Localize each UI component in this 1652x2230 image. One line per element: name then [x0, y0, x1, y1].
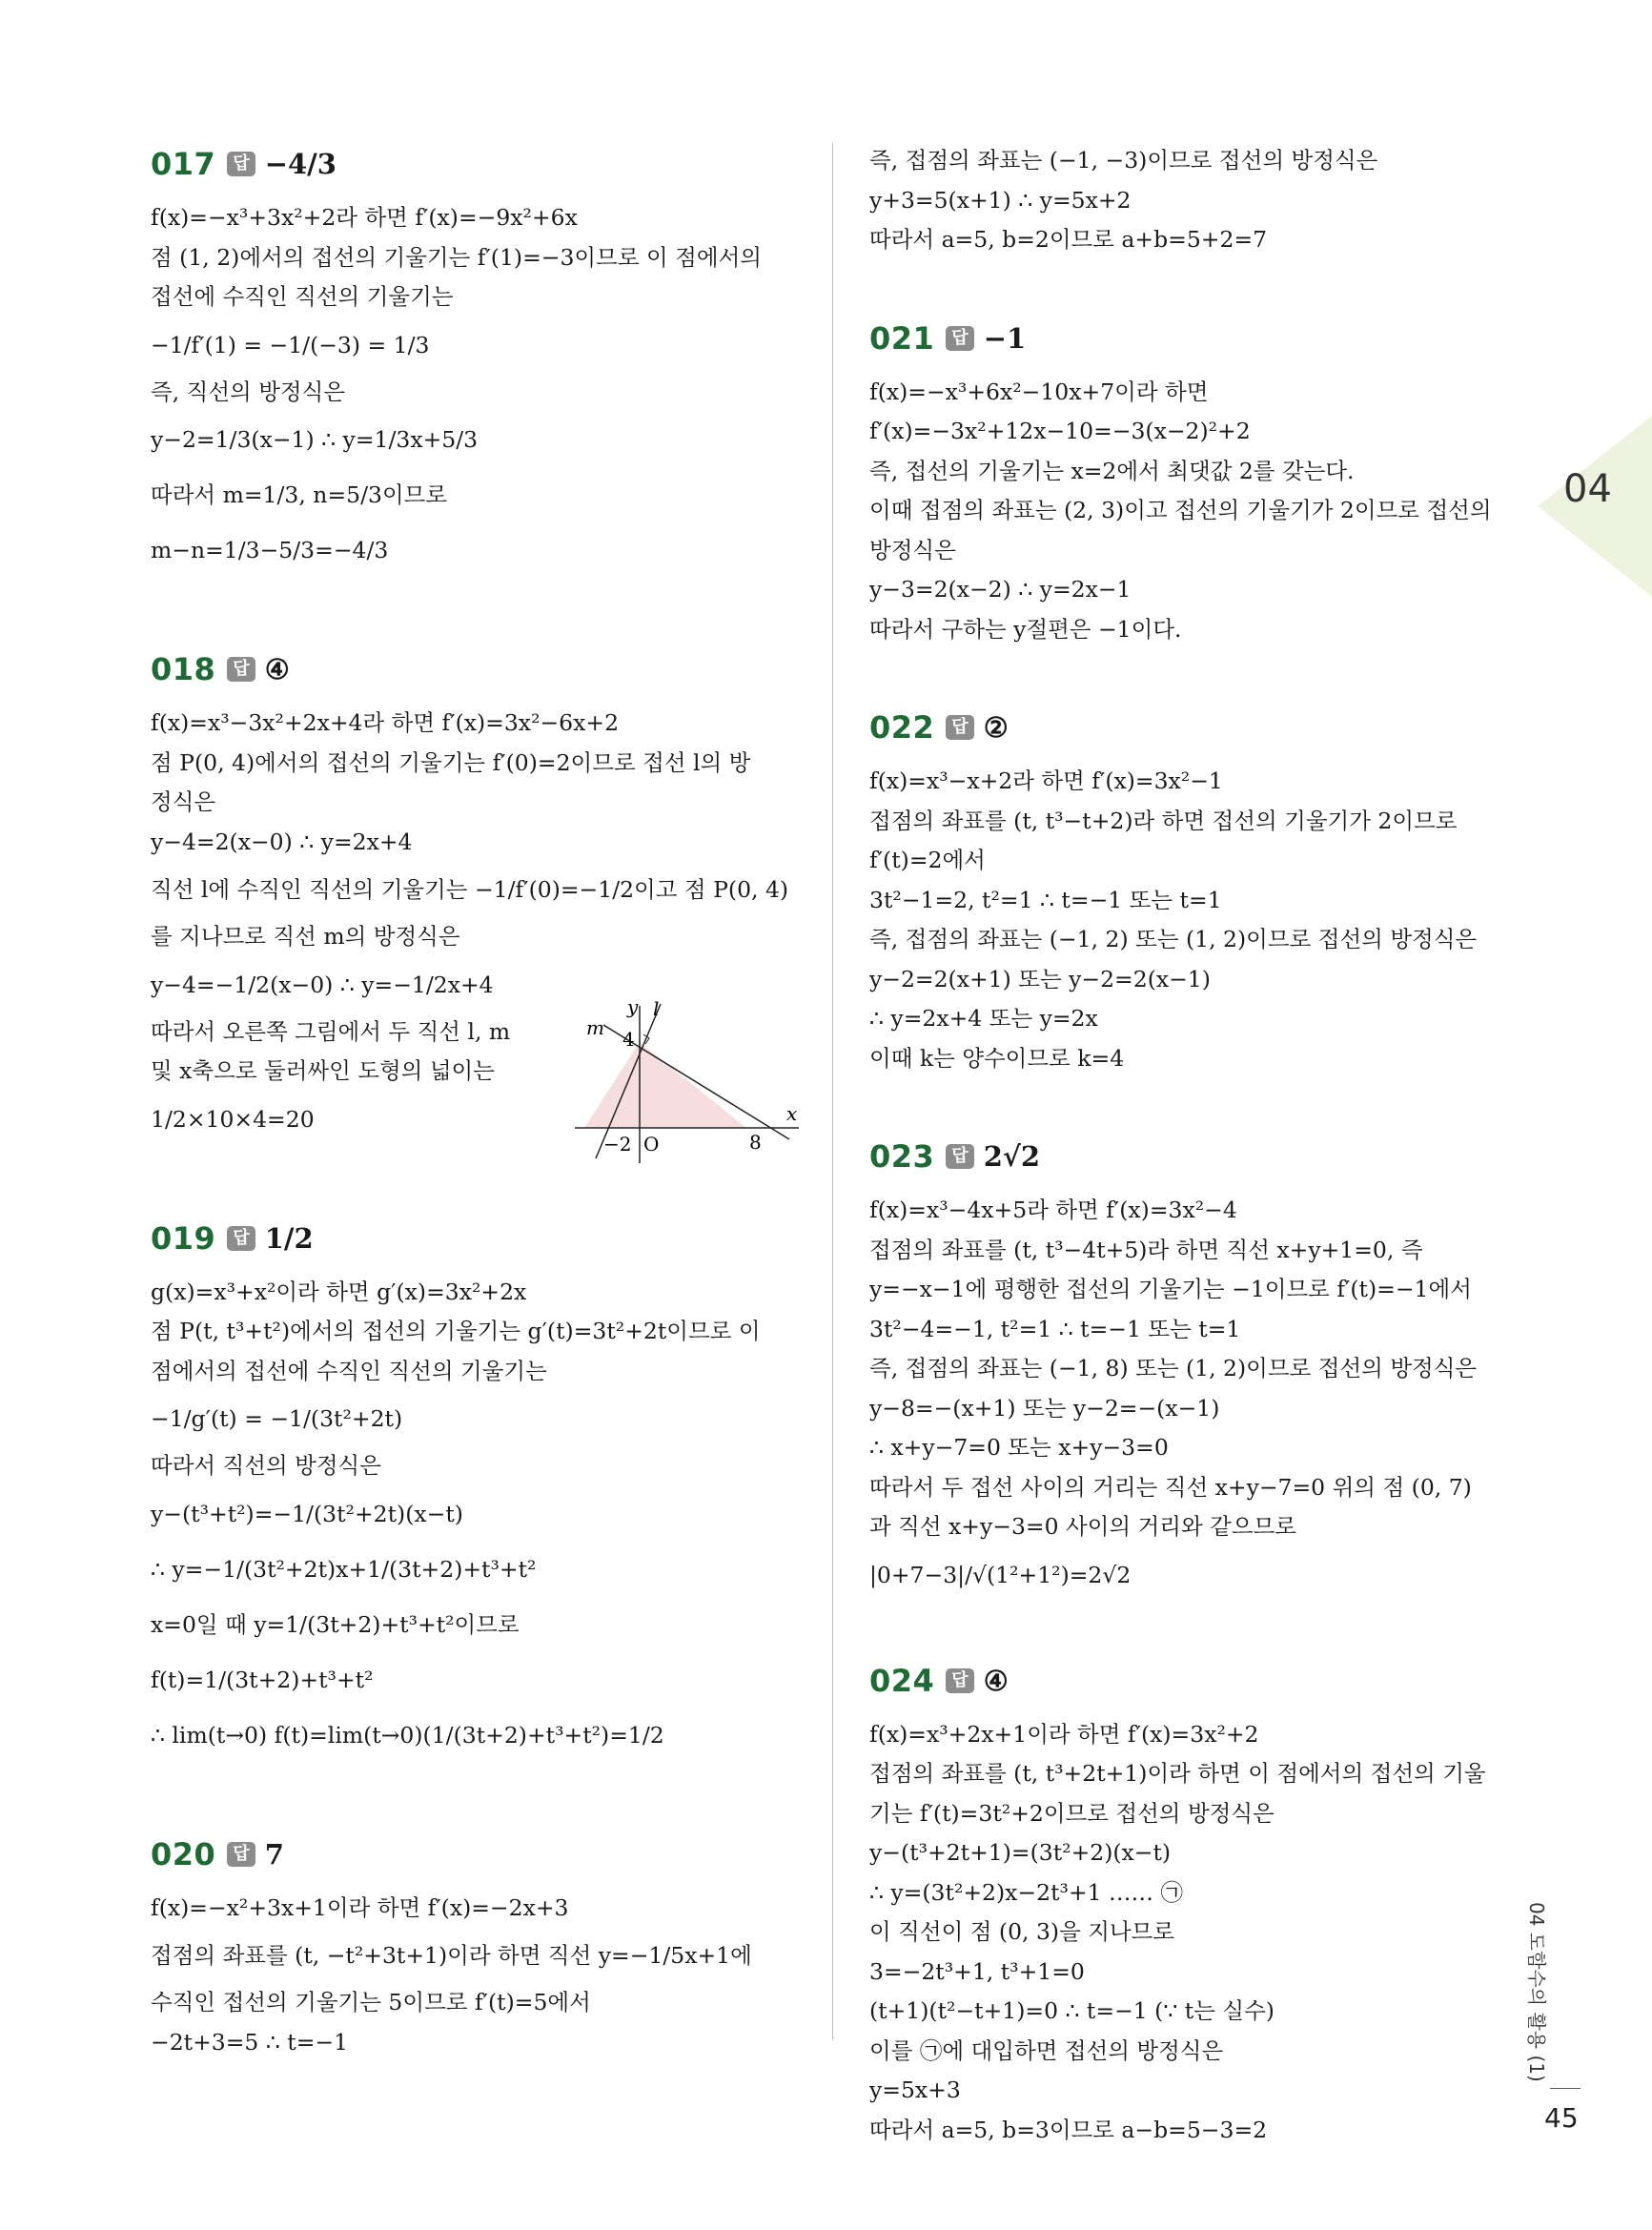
problem-020-continued [869, 141, 1518, 260]
answer-badge: 답 [227, 1226, 255, 1251]
solution-line: f′(t)=2에서 [869, 847, 986, 873]
solution-line: 접점의 좌표를 (t, t³−t+2)라 하면 접선의 기울기가 2이므로 [869, 807, 1458, 834]
solution-line: y−8=−(x+1) 또는 y−2=−(x−1) [869, 1394, 1220, 1422]
solution-line: 따라서 a=5, b=3이므로 a−b=5−3=2 [869, 2116, 1268, 2143]
solution-line: 정식은 [151, 788, 216, 815]
problem-header [151, 1824, 799, 1885]
solution-line: 점 P(t, t³+t²)에서의 접선의 기울기는 g′(t)=3t²+2t이므로 이 [151, 1318, 761, 1344]
solution-line: g(x)=x³+x²이라 하면 g′(x)=3x²+2x [151, 1278, 527, 1305]
solution-line: 3t²−4=−1, t²=1 ∴ t=−1 또는 t=1 [869, 1315, 1241, 1342]
solution-line: f(x)=x³+2x+1이라 하면 f′(x)=3x²+2 [869, 1720, 1259, 1748]
solution-line: y=5x+3 [869, 2077, 961, 2103]
answer-badge: 답 [227, 657, 255, 682]
problem-number: 021 [869, 319, 935, 357]
solution-line: y=−x−1에 평행한 접선의 기울기는 −1이므로 f′(t)=−1에서 [869, 1276, 1472, 1302]
column-divider [832, 143, 833, 2040]
solution-line: ∴ lim(t→0) f(t)=lim(t→0)(1/(3t+2)+t³+t²)=1/2 [151, 1721, 664, 1749]
left-column [151, 133, 799, 2123]
answer-value: ④ [983, 1664, 1009, 1697]
solution-line: f(x)=x³−4x+5라 하면 f′(x)=3x²−4 [869, 1197, 1237, 1223]
answer-value: ④ [264, 653, 290, 685]
solution-line: 즉, 접점의 좌표는 (−1, 2) 또는 (1, 2)이므로 접선의 방정식은 [869, 926, 1478, 952]
solution-line: |0+7−3|/√(1²+1²)=2√2 [869, 1561, 1132, 1588]
solution-line: y−4=−1/2(x−0) ∴ y=−1/2x+4 [151, 971, 494, 998]
answer-value: −1 [983, 321, 1027, 355]
solution-line: 접점의 좌표를 (t, t³+2t+1)이라 하면 이 점에서의 접선의 기울 [869, 1760, 1486, 1787]
answer-value: 7 [264, 1837, 284, 1871]
solution-line: ∴ y=−1/(3t²+2t)x+1/(3t+2)+t³+t² [151, 1555, 537, 1583]
solution-line: 과 직선 x+y−3=0 사이의 거리와 같으므로 [869, 1513, 1296, 1540]
problem-022 [869, 697, 1518, 1078]
problem-023 [869, 1126, 1518, 1603]
solution-line: f(x)=x³−x+2라 하면 f′(x)=3x²−1 [869, 767, 1223, 794]
solution-line: f′(x)=−3x²+12x−10=−3(x−2)²+2 [869, 418, 1251, 444]
answer-badge: 답 [946, 326, 973, 351]
solution-line: f(x)=−x³+3x²+2라 하면 f′(x)=−9x²+6x [151, 204, 578, 231]
label-m: m [586, 1016, 604, 1039]
label-8: 8 [749, 1131, 762, 1154]
problem-number: 019 [151, 1219, 216, 1257]
solution-line: 접점의 좌표를 (t, −t²+3t+1)이라 하면 직선 y=−1/5x+1에 [151, 1942, 752, 1969]
label-neg2: −2 [603, 1133, 632, 1156]
solution-line: ∴ x+y−7=0 또는 x+y−3=0 [869, 1434, 1169, 1461]
solution-line: −2t+3=5 ∴ t=−1 [151, 2028, 349, 2056]
solution-line: y−2=1/3(x−1) ∴ y=1/3x+5/3 [151, 426, 479, 453]
chapter-tab-label: 04 [1563, 467, 1612, 511]
answer-badge: 답 [227, 1842, 255, 1867]
answer-badge: 답 [946, 1144, 973, 1169]
solution-line: f(x)=−x²+3x+1이라 하면 f′(x)=−2x+3 [151, 1893, 569, 1921]
problem-number: 017 [151, 146, 216, 182]
solution-line: 를 지나므로 직선 m의 방정식은 [151, 923, 460, 950]
area-figure [575, 996, 804, 1168]
solution-line: 즉, 접점의 좌표는 (−1, −3)이므로 접선의 방정식은 [869, 147, 1378, 174]
problem-019 [151, 1208, 799, 1763]
solution-line: 이때 접점의 좌표는 (2, 3)이고 접선의 기울기가 2이므로 접선의 [869, 497, 1492, 523]
solution-line: m−n=1/3−5/3=−4/3 [151, 537, 389, 563]
solution-line: y−(t³+2t+1)=(3t²+2)(x−t) [869, 1839, 1172, 1866]
solution-line: 따라서 오른쪽 그림에서 두 직선 l, m [151, 1017, 511, 1045]
problem-number: 018 [151, 651, 216, 687]
problem-header [869, 1126, 1518, 1187]
solution-line: 이때 k는 양수이므로 k=4 [869, 1044, 1125, 1072]
solution-line: 방정식은 [869, 536, 956, 563]
solution-line: 3=−2t³+1, t³+1=0 [869, 1957, 1085, 1985]
chapter-label: 04 도함수의 활용 (1) [1525, 1902, 1548, 2082]
problem-018 [151, 639, 799, 1156]
solution-line: 점에서의 접선에 수직인 직선의 기울기는 [151, 1357, 547, 1384]
solution-line: 따라서 a=5, b=2이므로 a+b=5+2=7 [869, 226, 1268, 253]
answer-badge: 답 [946, 715, 973, 740]
solution-line: 1/2×10×4=20 [151, 1105, 315, 1133]
answer-value: −4/3 [264, 148, 337, 180]
problem-number: 024 [869, 1662, 935, 1699]
problem-020 [151, 1824, 799, 2063]
label-x: x [786, 1102, 798, 1125]
problem-header [151, 133, 799, 194]
solution-line: y+3=5(x+1) ∴ y=5x+2 [869, 186, 1132, 214]
solution-line: 점 P(0, 4)에서의 접선의 기울기는 f′(0)=2이므로 접선 l의 방 [151, 748, 751, 776]
problem-header [869, 1650, 1518, 1711]
solution-line: 및 x축으로 둘러싸인 도형의 넓이는 [151, 1057, 495, 1084]
shaded-triangle [584, 1042, 746, 1128]
page-number: 45 [1544, 2102, 1579, 2134]
solution-line: 수직인 접선의 기울기는 5이므로 f′(t)=5에서 [151, 1989, 591, 2015]
solution-line: −1/g′(t) = −1/(3t²+2t) [151, 1405, 403, 1432]
page-number-rule [1550, 2088, 1581, 2089]
label-l: l [653, 997, 660, 1020]
solution-line: 따라서 두 접선 사이의 거리는 직선 x+y−7=0 위의 점 (0, 7) [869, 1473, 1472, 1501]
solution-line: f(x)=x³−3x²+2x+4라 하면 f′(x)=3x²−6x+2 [151, 709, 620, 736]
answer-value: ② [983, 711, 1009, 744]
problem-header [869, 308, 1518, 369]
problem-header [151, 1208, 799, 1269]
solution-line: x=0일 때 y=1/(3t+2)+t³+t²이므로 [151, 1610, 520, 1638]
problem-number: 023 [869, 1138, 935, 1175]
solution-line: 접점의 좌표를 (t, t³−4t+5)라 하면 직선 x+y+1=0, 즉 [869, 1236, 1423, 1263]
problem-header [151, 639, 799, 700]
solution-line: 즉, 직선의 방정식은 [151, 378, 346, 405]
problem-header [869, 697, 1518, 758]
solution-line: 직선 l에 수직인 직선의 기울기는 −1/f′(0)=−1/2이고 점 P(0, 4) [151, 876, 789, 903]
problem-024 [869, 1650, 1518, 2151]
solution-line: 점 (1, 2)에서의 접선의 기울기는 f′(1)=−3이므로 이 점에서의 [151, 243, 762, 271]
problem-017 [151, 133, 799, 578]
solution-line: y−4=2(x−0) ∴ y=2x+4 [151, 828, 413, 855]
solution-line: 이를 ㉠에 대입하면 접선의 방정식은 [869, 2036, 1224, 2064]
solution-line: 접선에 수직인 직선의 기울기는 [151, 283, 454, 310]
problem-021 [869, 308, 1518, 650]
answer-value: 2√2 [983, 1140, 1041, 1173]
solution-line: f(x)=−x³+6x²−10x+7이라 하면 [869, 378, 1209, 405]
answer-badge: 답 [227, 152, 255, 176]
answer-value: 1/2 [264, 1221, 314, 1255]
right-column [869, 141, 1518, 2211]
solution-line: ∴ y=(3t²+2)x−2t³+1 …… ㉠ [869, 1878, 1184, 1906]
solution-line: f(t)=1/(3t+2)+t³+t² [151, 1666, 374, 1693]
solution-line: y−(t³+t²)=−1/(3t²+2t)(x−t) [151, 1500, 463, 1527]
label-4: 4 [622, 1028, 635, 1051]
solution-line: 따라서 직선의 방정식은 [151, 1452, 381, 1479]
solution-line: y−2=2(x+1) 또는 y−2=2(x−1) [869, 965, 1211, 992]
label-origin: O [643, 1133, 660, 1156]
solution-line: 따라서 구하는 y절편은 −1이다. [869, 615, 1182, 643]
solution-line: 이 직선이 점 (0, 3)을 지나므로 [869, 1918, 1175, 1945]
solution-line: 즉, 접점의 좌표는 (−1, 8) 또는 (1, 2)이므로 접선의 방정식은 [869, 1355, 1478, 1381]
solution-line: y−3=2(x−2) ∴ y=2x−1 [869, 576, 1132, 603]
solution-line: (t+1)(t²−t+1)=0 ∴ t=−1 (∵ t는 실수) [869, 1997, 1275, 2024]
solution-line: 3t²−1=2, t²=1 ∴ t=−1 또는 t=1 [869, 886, 1222, 913]
solution-line: ∴ y=2x+4 또는 y=2x [869, 1005, 1098, 1032]
solution-line: −1/f′(1) = −1/(−3) = 1/3 [151, 331, 430, 358]
problem-number: 022 [869, 709, 935, 746]
problem-number: 020 [151, 1835, 216, 1872]
solution-line: 따라서 m=1/3, n=5/3이므로 [151, 481, 448, 508]
solution-line: 기는 f′(t)=3t²+2이므로 접선의 방정식은 [869, 1799, 1275, 1827]
answer-badge: 답 [946, 1668, 973, 1693]
solution-line: 즉, 접선의 기울기는 x=2에서 최댓값 2를 갖는다. [869, 457, 1355, 484]
label-y: y [627, 996, 639, 1018]
